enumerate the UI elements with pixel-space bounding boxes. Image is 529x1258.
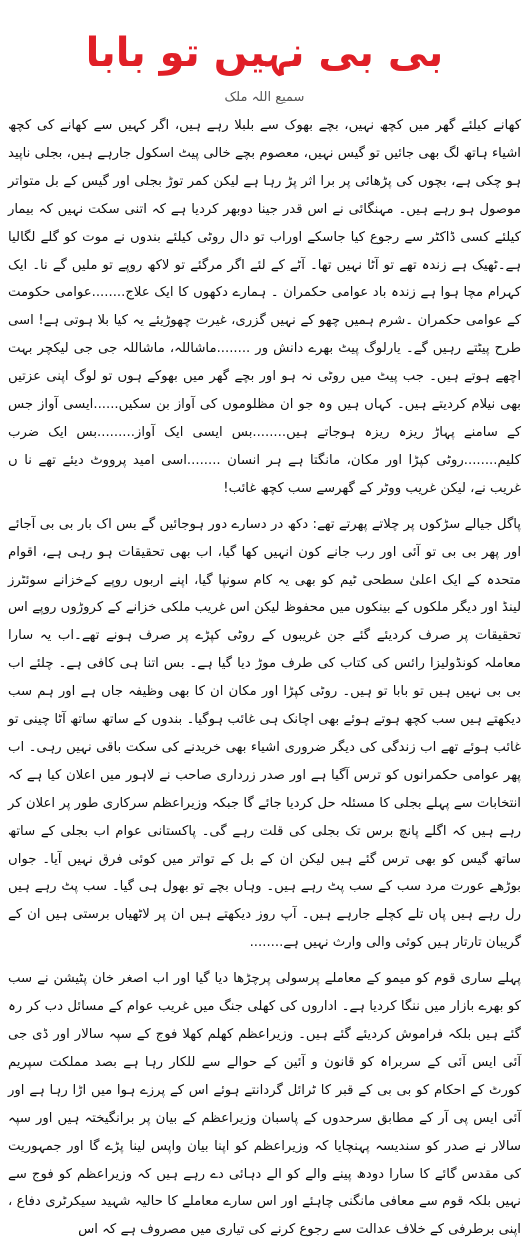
article-body	[8, 112, 521, 1252]
column-title: بی بی نہیں تو بابا	[85, 30, 444, 76]
author-byline: سمیع اللہ ملک	[224, 90, 305, 105]
article-paragraph-3: پہلے ساری قوم کو میمو کے معاملے پرسولی پرچڑھا دیا گیا اور اب اصغر خان پٹیشن نے سب کو بھرے بازار میں ننگا کردیا ہے۔ اداروں کی کھلی جنگ میں غریب عوام کے مسائل دب کر رہ گئے ہیں بلکہ فراموش کردیئے گئے ہیں۔ وزیراعظم کھلم کھلا فوج کے سپہ سالار اور ڈی جی آئی ایس آئی کے سربراہ کو قانون و آئین کے حوالے سے للکار رہا ہے بصد مملکت سپریم کورٹ کے احکام کو بی بی کے قبر کا ٹرائل گردانتے ہوئے اس کے پرزے ہوا میں اڑا رہا ہے اور آئی ایس پی آر کے مطابق سرحدوں کے پاسبان وزیراعظم کے بیان پر برانگیختہ ہیں اور سپہ سالار نے صدر کو سندیسہ پہنچایا کہ وزیراعظم کو اپنا بیان واپس لینا پڑے گا اور جمہوریت کی مقدس گائے کا سارا دودھ پینے والے کو الے دہائی دے رہے ہیں کہ وزیراعظم کو فوج سے نہیں بلکہ قوم سے معافی مانگنی چاہئے اور اس سارے معاملے کا حالیہ شہید سیکرٹری دفاع ، اپنی برطرفی کے خلاف عدالت سے رجوع کرنے کی تیاری میں مصروف ہے کہ اس	[8, 971, 521, 1238]
article-paragraph-1: کھانے کیلئے گھر میں کچھ نہیں، بچے بھوک سے بلبلا رہے ہیں، اگر کہیں سے کھانے کی کچھ اشیاء ہاتھ لگ بھی جائیں تو گیس نہیں، معصوم بچے خالی پیٹ اسکول جارہے ہیں، بجلی ناپید ہو چکی ہے، بچوں کی پڑھائی پر برا اثر پڑ رہا ہے لیکن کمر توڑ بجلی اور گیس کے بل متواتر موصول ہو رہے ہیں۔ مہنگائی نے اس قدر جینا دوبھر کردیا ہے کہ اتنی سکت نہیں کہ بیمار کیلئے کسی ڈاکٹر سے رجوع کیا جاسکے اوراب تو دال روٹی کیلئے بندوں نے موت کو گلے لگالیا ہے۔ٹھیک ہے زندہ تھے تو آٹا نہیں تھا۔ آٹے کے لئے اگر مرگئے تو لاکھ روپے تو ملیں گے نا۔ ایک کہرام مچا ہوا ہے زندہ باد عوامی حکمران ۔ ہمارے دکھوں کا ایک علاج........عوامی حکومت کے عوامی حکمران ۔شرم ہمیں چھو کے نہیں گزری، غیرت چھوڑیئے یہ کیا بلا ہوتی ہے! اسی طرح پیٹتے رہیں گے۔ یارلوگ پیٹ بھرے دانش ور ........ماشاللہ، ماشاللہ جی جی لیکچر بہت اچھے ہوتے ہیں۔ جب پیٹ میں روٹی نہ ہو اور بچے گھر میں بھوکے ہوں تو لوگ اپنی عزتیں بھی نیلام کردیتے ہیں۔ کہاں ہیں وہ جو ان مظلوموں کی آواز بن سکیں......ایسی آواز جس کے سامنے پہاڑ ریزہ ریزہ ہوجاتے ہیں........بس ایسی ایک آواز.........بس ایک ضرب کلیم........روٹی کپڑا اور مکان، مانگتا ہے ہر انسان ........اسی امید پرووٹ دیئے تھے نا ں غریب نے، لیکن غریب ووٹر کے گھرسے سب کچھ غائب!	[8, 118, 521, 496]
article-paragraph-2: پاگل جیالے سڑکوں پر چلاتے پھرتے تھے: دکھ در دسارے دور ہوجائیں گے بس اک بار بی بی آجائے اور پھر بی بی تو آئی اور رب جانے کون انہیں کھا گیا، اب بھی تحقیقات ہو رہی ہے، اقوام متحدہ کے ایک اعلیٰ سطحی ٹیم کو بھی یہ کام سونپا گیا، اپنے اربوں روپے کےخزانے سوئٹرز لینڈ اور دیگر ملکوں کے بینکوں میں محفوظ لیکن اس غریب ملکی خزانے کے کروڑوں روپے اس تحقیقات پر صرف کردیئے گئے جن غریبوں کے روٹی کپڑے پر صرف ہونے تھے۔اب یہ سارا معاملہ کونڈولیزا رائس کی کتاب کی طرف موڑ دیا گیا ہے۔ بس اتنا ہی کافی ہے۔ چلئے اب بی بی نہیں ہیں تو بابا تو ہیں۔ روٹی کپڑا اور مکان ان کا بھی وظیفہ جاں ہے اور ہم سب دیکھتے ہیں سب کچھ ہوتے ہوئے بھی اچانک ہی غائب ہوگیا۔ بندوں کے ساتھ ساتھ آٹا چینی تو غائب ہوئے تھے اب زندگی کی دیگر ضروری اشیاء بھی خریدنے کی سکت باقی نہیں رہی۔ اب پھر عوامی حکمرانوں کو ترس آگیا ہے اور صدر زرداری صاحب نے لاہور میں اعلان کیا ہے کہ انتخابات سے پہلے بجلی کا مسئلہ حل کردیا جائے گا جبکہ وزیراعظم سرکاری طور پر اعلان کر رہے ہیں کہ اگلے پانچ برس تک بجلی کی قلت رہے گی۔ پاکستانی عوام اب بجلی کے ساتھ ساتھ گیس کو بھی ترس گئے ہیں لیکن ان کے بل کے تواتر میں کوئی فرق نہیں آیا۔ جواں بوڑھے عورت مرد سب کے سب پٹ رہے ہیں۔ وہاں بچے تو بھول ہی گیا۔ سب پٹ رہے ہیں رل رہے ہیں پاں تلے کچلے جارہے ہیں۔ آپ روز دیکھتے ہیں ان پر لاٹھیاں برستی ہیں ان کے گریبان تارتار ہیں کوئی والی وارث نہیں ہے........	[8, 516, 521, 951]
